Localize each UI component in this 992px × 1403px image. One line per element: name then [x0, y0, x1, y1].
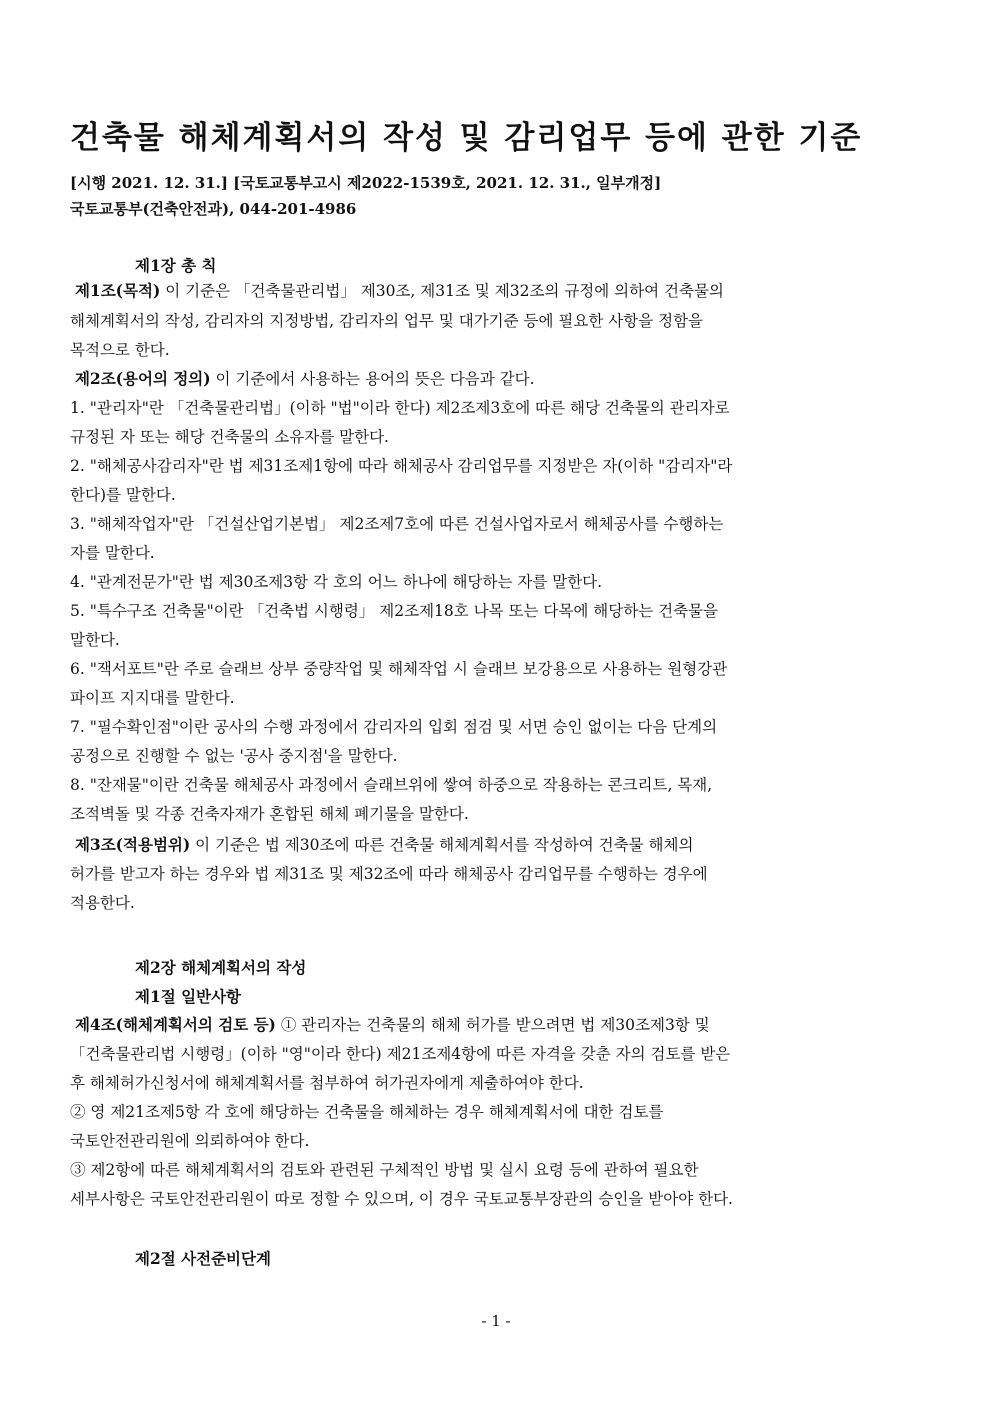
- article2-item-line: 1. "관리자"란 「건축물관리법」(이하 "법"이라 한다) 제2조제3호에 따른 해당 건축물의 관리자로: [70, 399, 730, 417]
- article4-line1: [70, 1014, 710, 1036]
- article2-label: 제2조(용어의 정의): [74, 369, 211, 388]
- article2-item-line: 2. "해체공사감리자"란 법 제31조제1항에 따라 해체공사 감리업무를 지정받은 자(이하 "감리자"라: [70, 457, 733, 475]
- article2-item-line: 3. "해체작업자"란 「건설산업기본법」 제2조제7호에 따른 건설사업자로서 해체공사를 수행하는: [70, 515, 724, 533]
- article2-item-line: 규정된 자 또는 해당 건축물의 소유자를 말한다.: [70, 428, 389, 446]
- article4-line3: 후 해체허가신청서에 해체계획서를 첨부하여 허가권자에게 제출하여야 한다.: [70, 1074, 584, 1092]
- article4-label: 제4조(해체계획서의 검토 등): [74, 1015, 276, 1034]
- article2-item-line: 공정으로 진행할 수 없는 '공사 중지점'을 말한다.: [70, 747, 398, 765]
- article1-text1: 이 기준은 「건축물관리법」 제30조, 제31조 및 제32조의 규정에 의하여 건축물의: [160, 282, 724, 300]
- article3-line3: 적용한다.: [70, 894, 135, 912]
- article1-line1: [70, 280, 724, 302]
- article2-line1: [70, 368, 535, 390]
- article2-item-line: 자를 말한다.: [70, 544, 155, 562]
- article2-item-line: 조적벽돌 및 각종 건축자재가 혼합된 해체 폐기물을 말한다.: [70, 805, 469, 823]
- article3-line2: 허가를 받고자 하는 경우와 법 제31조 및 제32조에 따라 해체공사 감리업무를 수행하는 경우에: [70, 865, 708, 883]
- article2-item-line: 한다)를 말한다.: [70, 486, 176, 504]
- article2-item-line: 7. "필수확인점"이란 공사의 수행 과정에서 감리자의 입회 점검 및 서면 승인 없이는 다음 단계의: [70, 718, 718, 736]
- article2-item-line: 4. "관계전문가"란 법 제30조제3항 각 호의 어느 하나에 해당하는 자를 말한다.: [70, 573, 603, 591]
- article3-line1: [70, 834, 693, 856]
- article4-line7: 세부사항은 국토안전관리원이 따로 정할 수 있으며, 이 경우 국토교통부장관의 승인을 받아야 한다.: [70, 1190, 733, 1208]
- department-info: 국토교통부(건축안전과), 044-201-4986: [70, 200, 357, 218]
- article4-line2: 「건축물관리법 시행령」(이하 "영"이라 한다) 제21조제4항에 따른 자격을 갖춘 자의 검토를 받은: [70, 1045, 731, 1063]
- article3-label: 제3조(적용범위): [74, 835, 191, 854]
- chapter2-heading: 제2장 해체계획서의 작성: [135, 958, 307, 977]
- article2-item-line: 5. "특수구조 건축물"이란 「건축법 시행령」 제2조제18호 나목 또는 다목에 해당하는 건축물을: [70, 602, 718, 620]
- section2-heading: 제2절 사전준비단계: [135, 1249, 271, 1268]
- article1-line3: 목적으로 한다.: [70, 341, 170, 359]
- article2-item-line: 8. "잔재물"이란 건축물 해체공사 과정에서 슬래브위에 쌓여 하중으로 작용하는 콘크리트, 목재,: [70, 776, 713, 794]
- article2-text1: 이 기준에서 사용하는 용어의 뜻은 다음과 같다.: [210, 370, 535, 388]
- article2-item-line: 말한다.: [70, 631, 120, 649]
- article2-item-line: 파이프 지지대를 말한다.: [70, 689, 235, 707]
- effective-info: [시행 2021. 12. 31.] [국토교통부고시 제2022-1539호, 2021. 12. 31., 일부개정]: [70, 174, 662, 192]
- article1-label: 제1조(목적): [74, 281, 161, 300]
- article4-text1: ① 관리자는 건축물의 해체 허가를 받으려면 법 제30조제3항 및: [275, 1016, 710, 1034]
- chapter1-heading: 제1장 총 칙: [135, 256, 217, 275]
- article4-line4: ② 영 제21조제5항 각 호에 해당하는 건축물을 해체하는 경우 해체계획서에 대한 검토를: [70, 1103, 664, 1121]
- section1-heading: 제1절 일반사항: [135, 987, 242, 1006]
- article3-text1: 이 기준은 법 제30조에 따른 건축물 해체계획서를 작성하여 건축물 해체의: [190, 836, 694, 854]
- page-number: - 1 -: [481, 1312, 511, 1330]
- article4-line5: 국토안전관리원에 의뢰하여야 한다.: [70, 1132, 310, 1150]
- article4-line6: ③ 제2항에 따른 해체계획서의 검토와 관련된 구체적인 방법 및 실시 요령 등에 관하여 필요한: [70, 1161, 699, 1179]
- article1-line2: 해체계획서의 작성, 감리자의 지정방법, 감리자의 업무 및 대가기준 등에 필요한 사항을 정함을: [70, 312, 704, 330]
- article2-item-line: 6. "잭서포트"란 주로 슬래브 상부 중량작업 및 해체작업 시 슬래브 보강용으로 사용하는 원형강관: [70, 660, 728, 678]
- document-title: 건축물 해체계획서의 작성 및 감리업무 등에 관한 기준: [70, 120, 863, 156]
